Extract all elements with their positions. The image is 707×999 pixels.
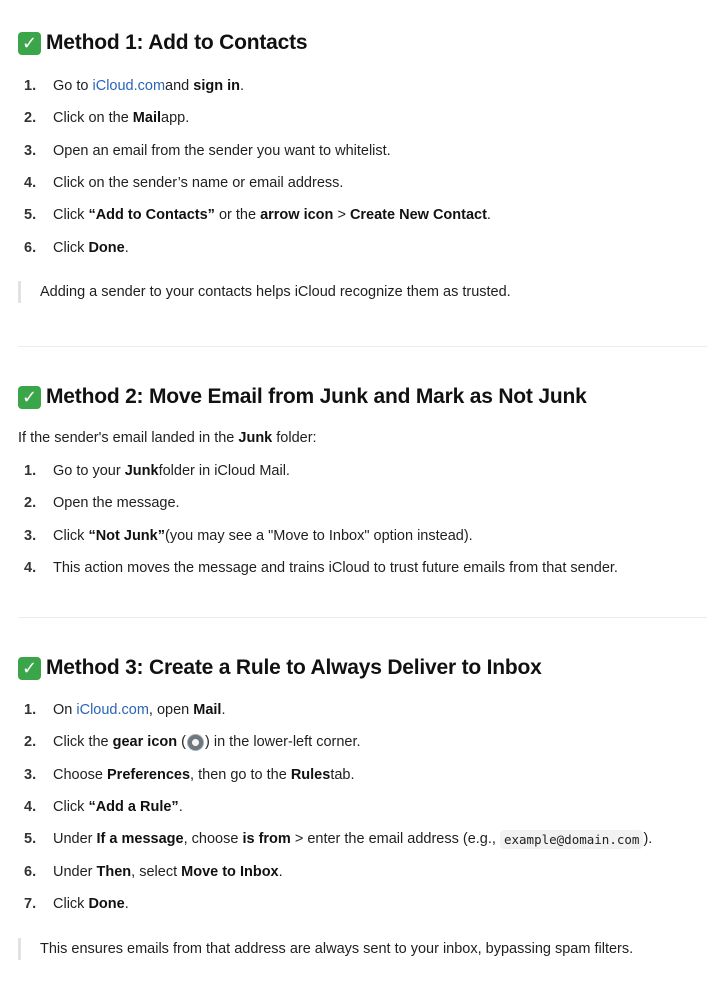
step-number: 6. xyxy=(24,863,37,880)
step-number: 3. xyxy=(24,766,37,783)
list-item: 4. Click “Add a Rule” . xyxy=(18,791,707,823)
list-item: 5. Click “Add to Contacts” or the arrow icon > Create New Contact . xyxy=(18,199,707,231)
step-number: 7. xyxy=(24,895,37,912)
list-item: 5. Under If a message , choose is from > enter the email address (e.g., example@domain.com ). xyxy=(18,823,707,855)
list-item: 2. Open the message. xyxy=(18,487,707,519)
check-mark-icon: ✓ xyxy=(18,657,41,680)
step-number: 4. xyxy=(24,560,37,577)
step-number: 3. xyxy=(24,142,37,159)
divider xyxy=(18,617,707,618)
divider xyxy=(18,346,707,347)
method1-title: Method 1: Add to Contacts xyxy=(46,31,308,54)
icloud-link[interactable]: iCloud.com xyxy=(92,78,166,95)
list-item: 4. This action moves the message and trains iCloud to trust future emails from that sender. xyxy=(18,552,707,584)
step-number: 3. xyxy=(24,527,37,544)
list-item: 1. On iCloud.com , open Mail . xyxy=(18,694,707,726)
list-item: 3. Choose Preferences , then go to the Rules tab. xyxy=(18,759,707,791)
step-number: 5. xyxy=(24,831,37,848)
gear-icon xyxy=(187,734,204,751)
method2-section xyxy=(18,382,707,412)
step-number: 5. xyxy=(24,207,37,224)
step-number: 1. xyxy=(24,702,37,719)
method1-steps xyxy=(18,70,707,264)
step-number: 2. xyxy=(24,110,37,127)
step-number: 1. xyxy=(24,78,37,95)
icloud-link[interactable]: iCloud.com xyxy=(76,702,149,719)
step-number: 2. xyxy=(24,495,37,512)
list-item: 2. Click on the Mail app. xyxy=(18,102,707,134)
check-mark-icon: ✓ xyxy=(18,386,41,409)
method1-quote: Adding a sender to your contacts helps iCloud recognize them as trusted. xyxy=(18,281,707,303)
step-number: 1. xyxy=(24,463,37,480)
list-item: 2. Click the gear icon ( ) in the lower-left corner. xyxy=(18,726,707,758)
step-number: 4. xyxy=(24,175,37,192)
list-item: 3. Open an email from the sender you want to whitelist. xyxy=(18,135,707,167)
list-item: 1. Go to your Junk folder in iCloud Mail. xyxy=(18,455,707,487)
method3-title: Method 3: Create a Rule to Always Deliver to Inbox xyxy=(46,656,542,679)
list-item: 4. Click on the sender’s name or email address. xyxy=(18,167,707,199)
list-item: 3. Click “Not Junk” (you may see a "Move to Inbox" option instead). xyxy=(18,520,707,552)
method3-section xyxy=(18,653,707,683)
method3-quote: This ensures emails from that address are always sent to your inbox, bypassing spam filters. xyxy=(18,938,707,960)
method2-title: Method 2: Move Email from Junk and Mark as Not Junk xyxy=(46,385,587,408)
step-number: 4. xyxy=(24,799,37,816)
step-number: 6. xyxy=(24,239,37,256)
list-item: 1. Go to iCloud.com and sign in . xyxy=(18,70,707,102)
step-number: 2. xyxy=(24,734,37,751)
method3-steps xyxy=(18,694,707,920)
method1-section xyxy=(18,28,707,58)
method2-heading xyxy=(18,382,707,412)
method2-intro: If the sender's email landed in the Junk folder: xyxy=(18,430,317,446)
method1-heading xyxy=(18,28,707,58)
check-mark-icon: ✓ xyxy=(18,32,41,55)
list-item: 7. Click Done . xyxy=(18,888,707,920)
method2-steps xyxy=(18,455,707,584)
method3-heading xyxy=(18,653,707,683)
list-item: 6. Click Done . xyxy=(18,231,707,263)
list-item: 6. Under Then , select Move to Inbox . xyxy=(18,855,707,887)
email-example-code: example@domain.com xyxy=(500,830,643,849)
